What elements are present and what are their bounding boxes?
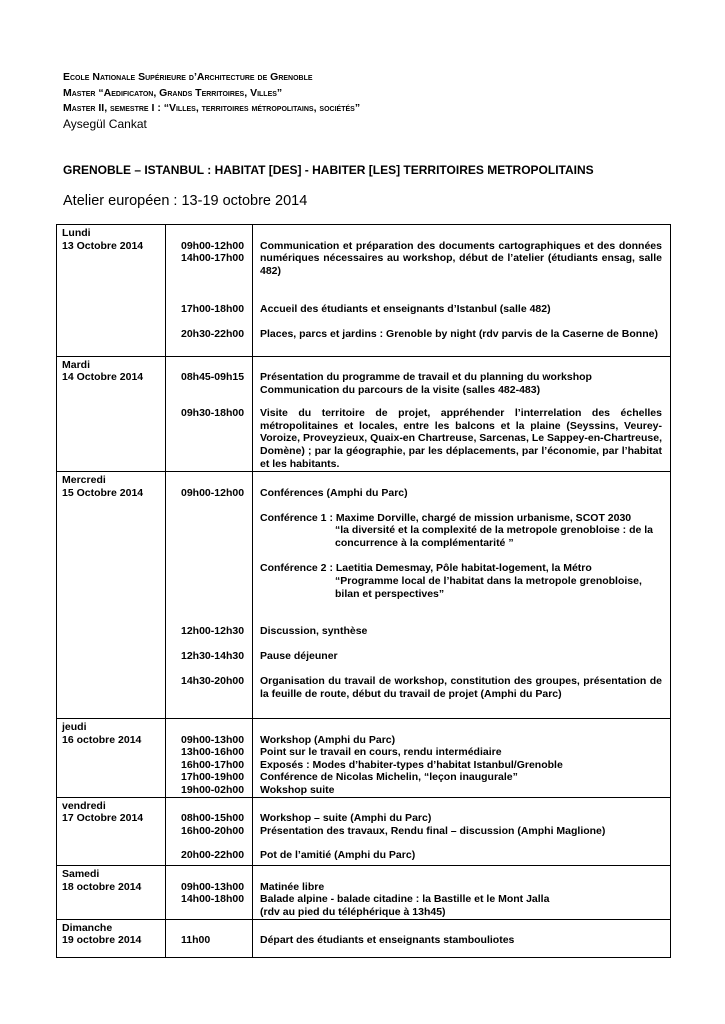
activity-text: Accueil des étudiants et enseignants d’Istanbul (salle 482) — [260, 302, 551, 315]
time-slot: 14h30-20h00 — [181, 674, 245, 687]
day-date: 13 Octobre 2014 — [62, 239, 144, 252]
day-cell — [57, 356, 166, 472]
activity-cell — [253, 919, 671, 958]
activity-text: Pause déjeuner — [260, 649, 338, 662]
activity-text: Présentation du programme de travail et du planning du workshop Communication du parcours de la visite (salles 482-483) — [260, 371, 592, 396]
time-slot: 12h30-14h30 — [181, 649, 245, 662]
time-cell — [166, 797, 253, 866]
master-program: Master “Aedificaton, Grands Territoires, Villes” — [63, 86, 283, 99]
activity-cell — [253, 797, 671, 866]
table-row — [57, 472, 671, 719]
day-cell — [57, 919, 166, 958]
day-cell — [57, 797, 166, 866]
table-row — [57, 225, 671, 357]
day-cell — [57, 718, 166, 797]
master-semester: Master II, semestre I : “Villes, territoires métropolitains, sociétés” — [63, 102, 361, 114]
activity-cell — [253, 718, 671, 797]
time-slot: 08h00-15h00 16h00-20h00 — [181, 812, 245, 837]
time-slot: 09h30-18h00 — [181, 407, 245, 420]
time-cell — [166, 225, 253, 357]
time-cell — [166, 866, 253, 920]
day-cell — [57, 225, 166, 357]
day-cell — [57, 866, 166, 920]
time-slot: 12h00-12h30 — [181, 624, 245, 637]
time-cell — [166, 919, 253, 958]
time-slot: 08h45-09h15 — [181, 371, 245, 384]
time-cell — [166, 718, 253, 797]
activity-cell — [253, 472, 671, 719]
activity-text: Workshop – suite (Amphi du Parc) Présentation des travaux, Rendu final – discussion (Amphi Maglione) — [260, 812, 606, 837]
day-name: vendredi — [62, 799, 106, 812]
day-date: 17 Octobre 2014 — [62, 812, 144, 825]
activity-cell — [253, 866, 671, 920]
school-name: Ecole Nationale Supérieure d’Architecture de Grenoble — [63, 71, 313, 83]
activity-text: Communication et préparation des documents cartographiques et des données numériques nécessaires au workshop, début de l’atelier (étudiants ensag, salle 482) — [260, 239, 662, 277]
conference-2-head: Conférence 2 : Laetitia Demesmay, Pôle habitat-logement, la Métro — [260, 562, 592, 575]
document-title: GRENOBLE – ISTANBUL : HABITAT [DES] - HABITER [LES] TERRITOIRES METROPOLITAINS — [63, 163, 594, 177]
time-slot: 09h00-13h00 13h00-16h00 16h00-17h00 17h00-19h00 19h00-02h00 — [181, 733, 245, 796]
time-slot: 09h00-12h00 — [181, 486, 245, 499]
activity-text: Places, parcs et jardins : Grenoble by night (rdv parvis de la Caserne de Bonne) — [260, 327, 658, 340]
author-name: Aysegül Cankat — [63, 116, 147, 131]
day-name: jeudi — [62, 720, 87, 733]
conferences-title: Conférences (Amphi du Parc) — [260, 486, 408, 499]
conference-2-body: “Programme local de l’habitat dans la metropole grenobloise, bilan et perspectives” — [335, 574, 642, 600]
table-row — [57, 356, 671, 472]
time-slot: 09h00-12h00 14h00-17h00 — [181, 239, 245, 265]
conference-1-head: Conférence 1 : Maxime Dorville, chargé de mission urbanisme, SCOT 2030 — [260, 511, 632, 524]
activity-text: Visite du territoire de projet, appréhender l’interrelation des échelles métropolitaines et locales, entre les balcons et la plaine (Seyssins, Veurey-Voroize, Proveyzieux, Quaix-en Chartreuse, Sarcenas, Le Sappey-en-Chartreuse, Domène) ; par la géographie, par les déplacements, par l’économie, par l’habitat et les habitants. — [260, 407, 662, 470]
conference-1-body: “la diversité et la complexité de la metropole grenobloise : de la concurrence à la complémentarité ” — [335, 524, 654, 549]
activity-cell — [253, 225, 671, 357]
time-cell — [166, 356, 253, 472]
time-slot: 09h00-13h00 14h00-18h00 — [181, 880, 245, 906]
time-slot: 20h00-22h00 — [181, 849, 245, 862]
activity-text: Matinée libre Balade alpine - balade citadine : la Bastille et le Mont Jalla (rdv au pied du téléphérique à 13h45) — [260, 880, 550, 918]
day-name: Mercredi — [62, 474, 106, 487]
activity-text: Organisation du travail de workshop, constitution des groupes, présentation de la feuille de route, début du travail de projet (Amphi du Parc) — [260, 674, 662, 700]
time-slot: 20h30-22h00 — [181, 327, 245, 340]
activity-text: Départ des étudiants et enseignants stambouliotes — [260, 934, 515, 947]
document-subtitle: Atelier européen : 13-19 octobre 2014 — [63, 193, 308, 209]
day-cell — [57, 472, 166, 719]
table-row — [57, 797, 671, 866]
day-date: 15 Octobre 2014 — [62, 486, 144, 499]
activity-text: Pot de l’amitié (Amphi du Parc) — [260, 849, 416, 862]
schedule-table — [56, 224, 671, 958]
day-date: 18 octobre 2014 — [62, 880, 142, 893]
activity-text: Discussion, synthèse — [260, 624, 368, 637]
day-name: Dimanche — [62, 921, 113, 934]
time-cell — [166, 472, 253, 719]
day-date: 16 octobre 2014 — [62, 733, 142, 746]
activity-text: Workshop (Amphi du Parc) Point sur le travail en cours, rendu intermédiaire Exposés : Modes d’habiter-types d’habitat Istanbul/Grenoble Conférence de Nicolas Michelin, “leçon inaugurale” Wokshop suite — [260, 733, 563, 796]
time-slot: 17h00-18h00 — [181, 302, 245, 315]
activity-cell — [253, 356, 671, 472]
time-slot: 11h00 — [181, 934, 211, 947]
day-name: Lundi — [62, 227, 91, 239]
day-name: Mardi — [62, 358, 91, 371]
table-row — [57, 919, 671, 958]
day-date: 14 Octobre 2014 — [62, 371, 144, 384]
day-date: 19 octobre 2014 — [62, 934, 142, 947]
day-name: Samedi — [62, 868, 100, 881]
table-row — [57, 718, 671, 797]
table-row — [57, 866, 671, 920]
document-header — [63, 70, 360, 132]
